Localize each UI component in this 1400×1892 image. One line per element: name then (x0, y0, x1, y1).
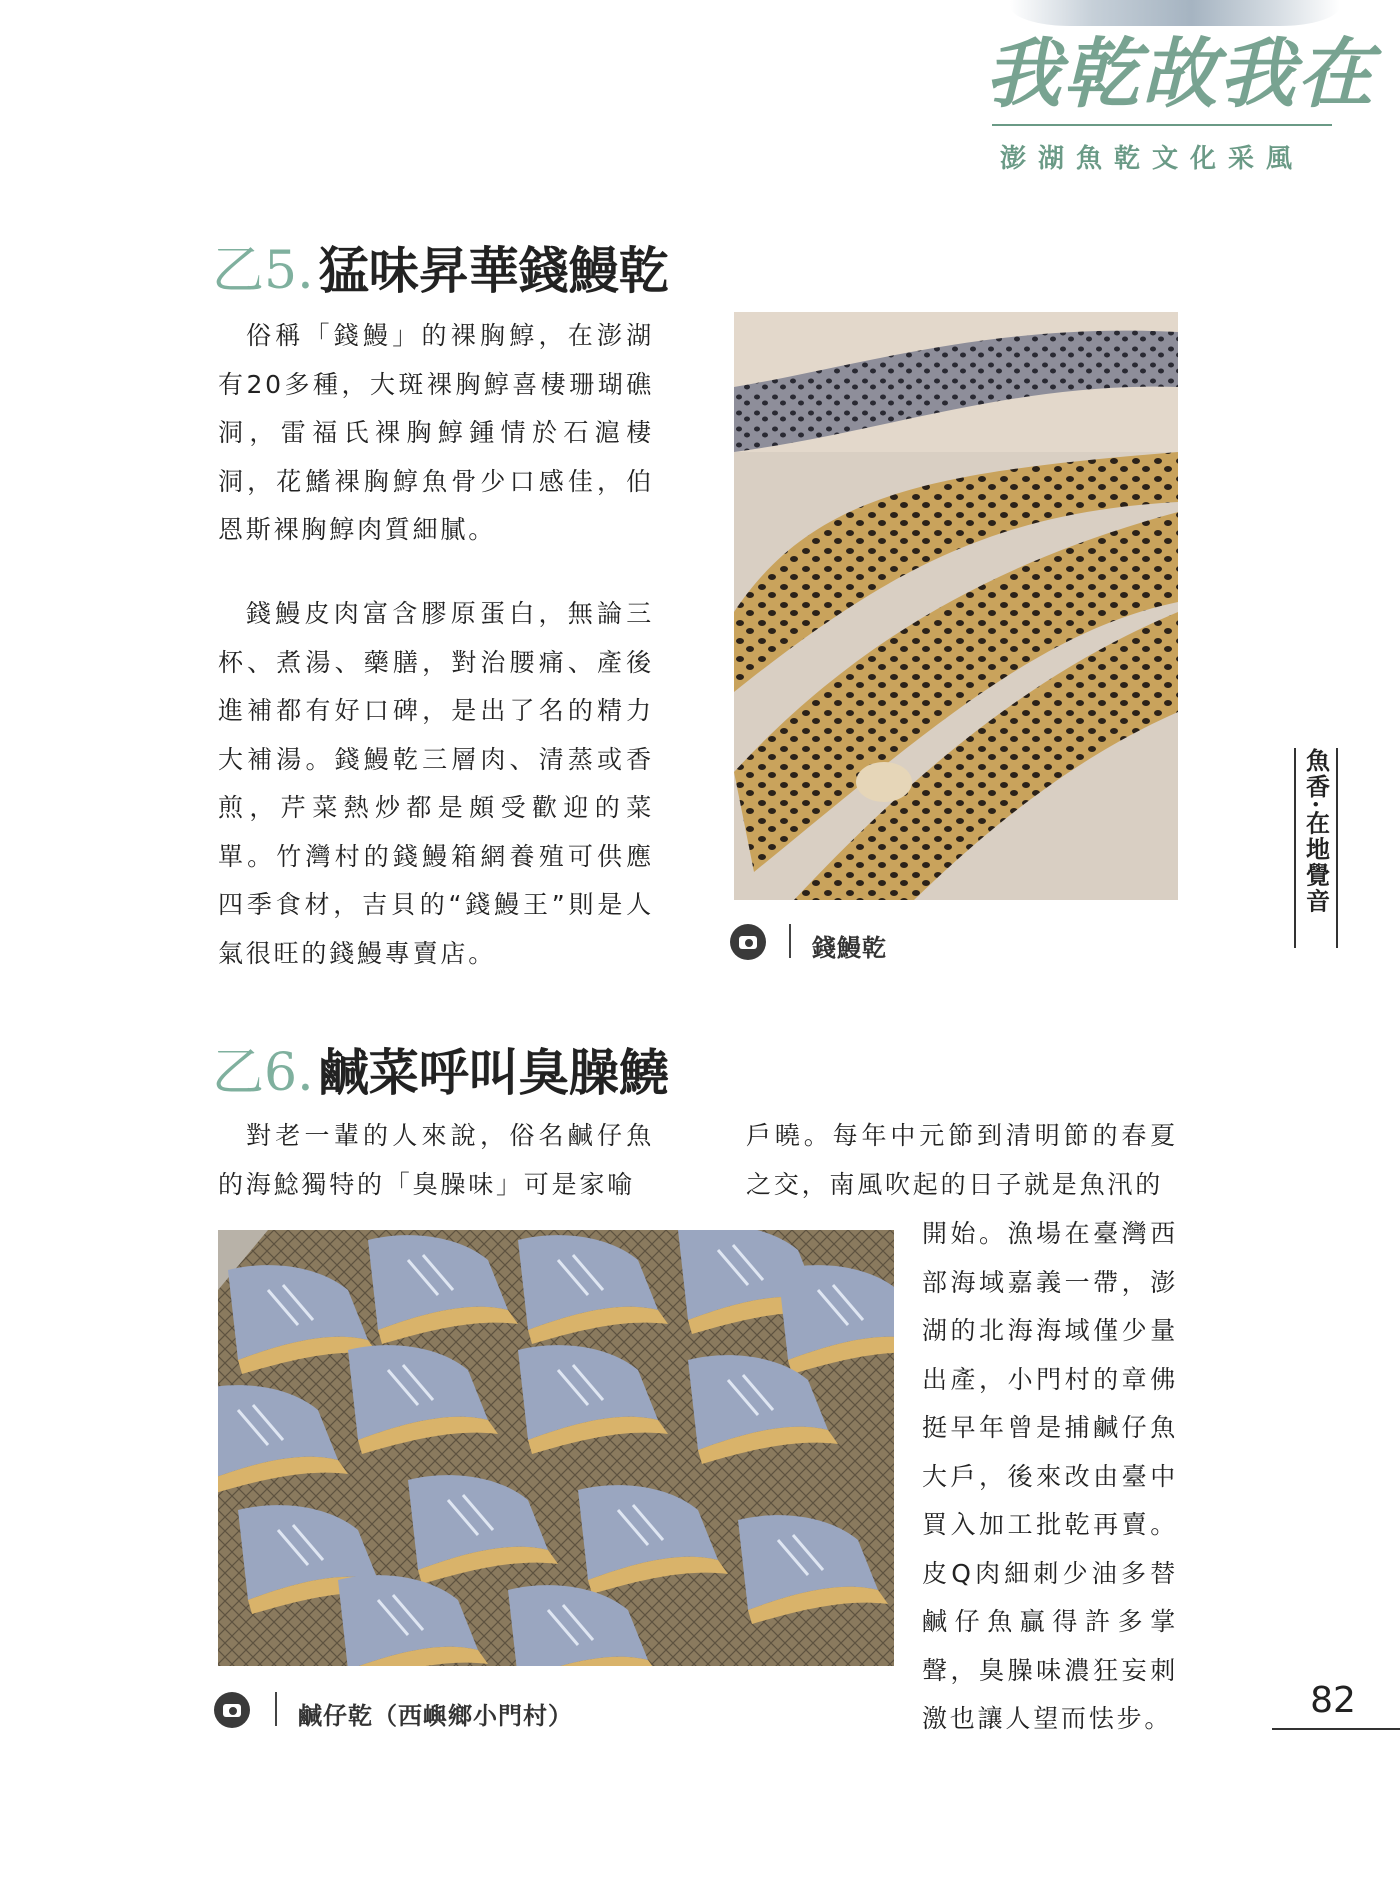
section-title: 猛味昇華錢鰻乾 (318, 241, 669, 300)
section-title: 鹹菜呼叫臭臊鱙 (318, 1043, 669, 1102)
caption-divider (275, 1692, 277, 1726)
header-fish-illustration (1010, 0, 1340, 26)
section-heading-b6 (212, 1030, 669, 1105)
section-number: 乙6. (212, 1043, 314, 1103)
section-number: 乙5. (212, 241, 314, 301)
body-paragraph: 開始。漁場在臺灣西部海域嘉義一帶，澎湖的北海海域僅少量出產，小門村的章佛挺早年曾是捕鹹仔魚大戶，後來改由臺中買入加工批乾再賣。皮Q肉細刺少油多替鹹仔魚贏得許多掌聲，臭臊味濃狂妄刺激也讓人望而怯步。 (922, 1219, 1178, 1733)
photo-caption: 鹹仔乾（西嶼鄉小門村） (298, 1702, 573, 1730)
body-paragraph: 錢鰻皮肉富含膠原蛋白，無論三杯、煮湯、藥膳，對治腰痛、產後進補都有好口碑，是出了名的精力大補湯。錢鰻乾三層肉、清蒸或香煎，芹菜熱炒都是頗受歡迎的菜單。竹灣村的錢鰻箱網養殖可供應四季食材，吉貝的“錢鰻王”則是人氣很旺的錢鰻專賣店。 (218, 599, 654, 968)
moray-eel-photo (734, 312, 1178, 900)
chapter-side-tab-label: 魚香·在地覺音 (1301, 748, 1331, 915)
body-paragraph: 戶曉。每年中元節到清明節的春夏之交，南風吹起的日子就是魚汛的 (746, 1121, 1178, 1199)
series-logo: 我乾故我在 (985, 29, 1375, 118)
section-heading-b5 (212, 228, 669, 303)
chapter-side-tab (1294, 748, 1338, 948)
camera-icon (730, 924, 766, 960)
series-subtitle: 澎湖魚乾文化采風 (1000, 144, 1305, 174)
body-paragraph: 俗稱「錢鰻」的裸胸鯙，在澎湖有20多種，大斑裸胸鯙喜棲珊瑚礁洞，雷福氏裸胸鯙鍾情於石滬棲洞，花鰭裸胸鯙魚骨少口感佳，伯恩斯裸胸鯙肉質細膩。 (218, 321, 654, 544)
caption-divider (789, 924, 791, 958)
page-number-rule (1272, 1728, 1400, 1730)
body-paragraph: 對老一輩的人來說，俗名鹹仔魚的海鯰獨特的「臭臊味」可是家喻 (218, 1121, 654, 1199)
photo-caption: 錢鰻乾 (812, 934, 887, 962)
page-number: 82 (1310, 1680, 1356, 1721)
camera-icon (214, 1692, 250, 1728)
dried-catfish-photo (218, 1230, 894, 1666)
logo-divider (992, 124, 1332, 126)
